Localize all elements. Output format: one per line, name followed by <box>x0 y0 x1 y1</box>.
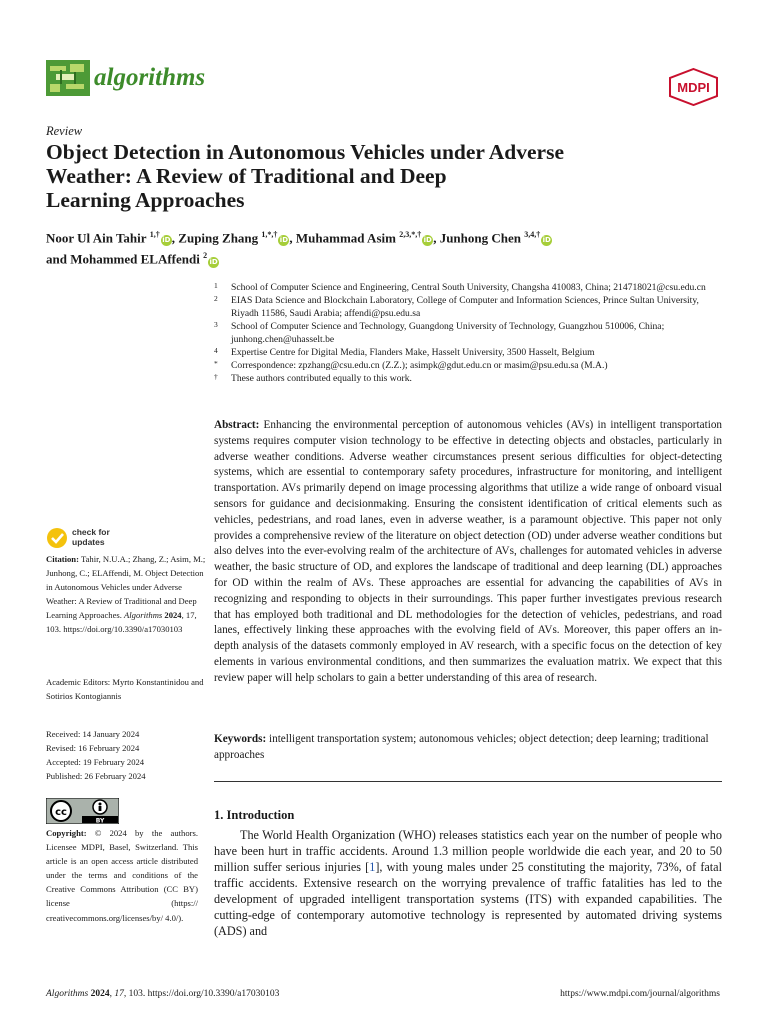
footer-journal: Algorithms <box>46 989 89 999</box>
introduction-paragraph <box>214 827 722 939</box>
intro-text: The World Health Organization (WHO) releases statistics each year on the number of people who have been hurt in traffic accidents. Around 1.3 million people worldwide die each year, and 20 to 50 million suffer serious injuries [ <box>214 828 722 874</box>
affiliation-item <box>214 320 724 346</box>
affiliation-marker: 3 <box>214 320 218 329</box>
keywords <box>214 732 722 764</box>
affiliation-item <box>214 359 724 372</box>
copyright-text: © 2024 by the authors. Licensee MDPI, Basel, Switzerland. This article is an open access article distributed under the terms and conditions of the Creative Commons Attribution (CC BY) license (https:// creativecommons.org/licenses/by/ 4.0/). <box>46 828 198 923</box>
footer-citation: Algorithms 2024, 17, 103. https://doi.org/10.3390/a17030103 <box>46 989 280 999</box>
abstract-label: Abstract: <box>214 419 260 431</box>
citation-journal: Algorithms <box>124 610 163 621</box>
footer-doi[interactable]: , 103. https://doi.org/10.3390/a17030103 <box>123 989 280 999</box>
date-revised: Revised: 16 February 2024 <box>46 743 140 754</box>
affiliation-text: School of Computer Science and Engineering, Central South University, Changsha 410083, China; 214718021@csu.edu.cn <box>231 282 706 293</box>
citation-tail[interactable]: , 17, 103. https://doi.org/10.3390/a17030103 <box>46 610 197 635</box>
footer-volume: 17 <box>114 989 124 999</box>
author-affil: 3,4,† <box>524 230 541 239</box>
author-name: Muhammad Asim <box>295 230 396 246</box>
check-updates-icon <box>46 527 68 549</box>
affiliation-item <box>214 281 724 294</box>
affiliation-text: Expertise Centre for Digital Media, Flanders Make, Hasselt University, 3500 Hasselt, Belgium <box>231 347 595 358</box>
reference-link[interactable]: 1 <box>369 860 376 874</box>
footer-journal-url[interactable]: https://www.mdpi.com/journal/algorithms <box>560 989 720 999</box>
citation-block <box>46 552 206 637</box>
citation-year: 2024 <box>164 610 182 621</box>
publication-dates <box>46 727 206 783</box>
author-name: Noor Ul Ain Tahir <box>46 230 147 246</box>
title-line: Object Detection in Autonomous Vehicles under Adverse <box>46 140 564 164</box>
publisher-logo <box>667 68 720 106</box>
orcid-icon[interactable]: iD <box>162 236 171 245</box>
title-line: Learning Approaches <box>46 188 245 212</box>
date-received: Received: 14 January 2024 <box>46 729 140 739</box>
article-title <box>46 140 686 212</box>
title-line: Weather: A Review of Traditional and Deep <box>46 164 447 188</box>
author-affil: 2,3,*,† <box>399 230 422 239</box>
date-published: Published: 26 February 2024 <box>46 771 146 782</box>
orcid-icon[interactable]: iD <box>209 257 218 266</box>
affiliation-item <box>214 294 724 320</box>
journal-logo <box>46 60 90 96</box>
cc-by-icon <box>46 798 119 824</box>
svg-text:BY: BY <box>95 817 105 824</box>
copyright-block <box>46 826 198 925</box>
svg-text:MDPI: MDPI <box>677 80 710 95</box>
affiliation-text: Correspondence: zpzhang@csu.edu.cn (Z.Z.); asimpk@gdut.edu.cn or masim@psu.edu.sa (M.A.) <box>231 360 608 371</box>
affiliation-list <box>214 281 724 385</box>
cc-license-badge[interactable] <box>46 798 119 824</box>
orcid-icon[interactable]: iD <box>279 236 289 245</box>
check-updates-line: check for <box>72 527 110 537</box>
orcid-icon[interactable]: iD <box>423 236 432 245</box>
svg-text:cc: cc <box>55 807 67 818</box>
affiliation-item <box>214 372 724 385</box>
affiliation-item <box>214 346 724 359</box>
section-divider <box>214 781 722 782</box>
affiliation-marker: † <box>214 372 218 381</box>
journal-name: algorithms <box>94 64 206 91</box>
affiliation-text: These authors contributed equally to this work. <box>231 373 412 384</box>
affiliation-text: School of Computer Science and Technology, Guangdong University of Technology, Guangzhou 510006, China; junhong.chen@uhasselt.be <box>231 321 665 345</box>
abstract-text: Enhancing the environmental perception of autonomous vehicles (AVs) in intelligent transportation systems requires computer vision technology to be effective in detecting objects and obstacles, particularly in adverse weather conditions. Adverse weather circumstances present serious difficulties for object-detecting systems, which are essential to contemporary safety procedures, infrastructure for monitoring, and intelligent transportation. AVs primarily depend on image processing algorithms that utilize a wide range of onboard visual sensors for guidance and decisionmaking. Ensuring the consistent identification of critical elements such as vehicles, pedestrians, and road lanes, even in adverse weather, is a paramount objective. This paper not only provides a comprehensive review of the literature on object detection (OD) under adverse weather conditions but also delves into the ever-evolving realm of the architecture of AVs, challenges for automated vehicles in adverse weather, the basic structure of OD, and explores the landscape of traditional and deep learning (DL) approaches for OD within the realm of AVs. These approaches are essential for advancing the capabilities of AVs in recognizing and responding to objects in their surroundings. This paper further investigates previous research that has employed both traditional and DL methodologies for the detection of vehicles, pedestrians, and road lanes, effectively linking these approaches with the evolving field of AVs. Moreover, this paper offers an in-depth analysis of the datasets commonly employed in AV research, with a specific focus on the detection of key elements in various environmental conditions, and then summarizes the evaluation matrix. We expect that this review paper will help scholars to gain a better understanding of this area of research. <box>214 419 723 684</box>
abstract <box>214 418 722 687</box>
article-type: Review <box>46 124 83 138</box>
affiliation-marker: 1 <box>214 281 218 290</box>
citation-label: Citation: <box>46 554 79 564</box>
author-list: Noor Ul Ain Tahir $^{1,\dagger}$iD, Zuping Zhang $^{1,*,\dagger}$iD, Muhammad Asim $^{2,3,*,\dagger}$iD, Junhong Chen $^{3,4,\dagger}$iD and Mohammed ELAffendi $^2$iD <box>46 230 551 267</box>
footer-year: 2024 <box>90 989 110 999</box>
author-affil: 1,*,† <box>261 230 278 239</box>
orcid-icon[interactable]: iD <box>542 236 551 245</box>
citation-text: Tahir, N.U.A.; Zhang, Z.; Asim, M.; Junhong, C.; ELAffendi, M. Object Detection in Autonomous Vehicles under Adverse Weather: A Review of Traditional and Deep Learning Approaches. <box>46 554 206 621</box>
date-accepted: Accepted: 19 February 2024 <box>46 757 145 768</box>
section-heading: 1. Introduction <box>214 808 295 822</box>
check-updates-label[interactable] <box>72 528 110 547</box>
author-name: Junhong Chen <box>439 230 521 246</box>
copyright-label: Copyright: <box>46 828 87 838</box>
authors-and: and <box>46 251 67 267</box>
academic-editors: Academic Editors: Myrto Konstantinidou and Sotirios Kontogiannis <box>46 677 204 702</box>
author-name: Zuping Zhang <box>178 230 259 246</box>
author-name: Mohammed ELAffendi <box>70 251 200 267</box>
affiliation-marker: 2 <box>214 294 218 303</box>
affiliation-text: EIAS Data Science and Blockchain Laboratory, College of Computer and Information Sciences, Prince Sultan University, Riyadh 11586, Saudi Arabia; affendi@psu.edu.sa <box>231 295 699 319</box>
keywords-text: intelligent transportation system; autonomous vehicles; object detection; deep learning; traditional approaches <box>214 733 709 761</box>
author-affil: 2 <box>203 251 208 261</box>
check-updates-line: updates <box>72 536 105 547</box>
journal-logo-icon <box>46 60 90 96</box>
mdpi-logo-icon <box>667 68 720 106</box>
affiliation-marker: 4 <box>214 346 218 355</box>
author-affil: 1,† <box>149 230 160 239</box>
intro-text: ], with young males under 25 constituting the majority, 73%, of fatal traffic accidents. Extensive research on the worrying prevalence of traffic fatalities has led to the development of upgraded intelligent transportation systems (ITS) with expanded capabilities. The cutting-edge of contemporary automotive technology is represented by automated driving systems (ADS) and <box>214 860 722 938</box>
affiliation-marker: * <box>214 359 218 368</box>
keywords-label: Keywords: <box>214 733 267 745</box>
